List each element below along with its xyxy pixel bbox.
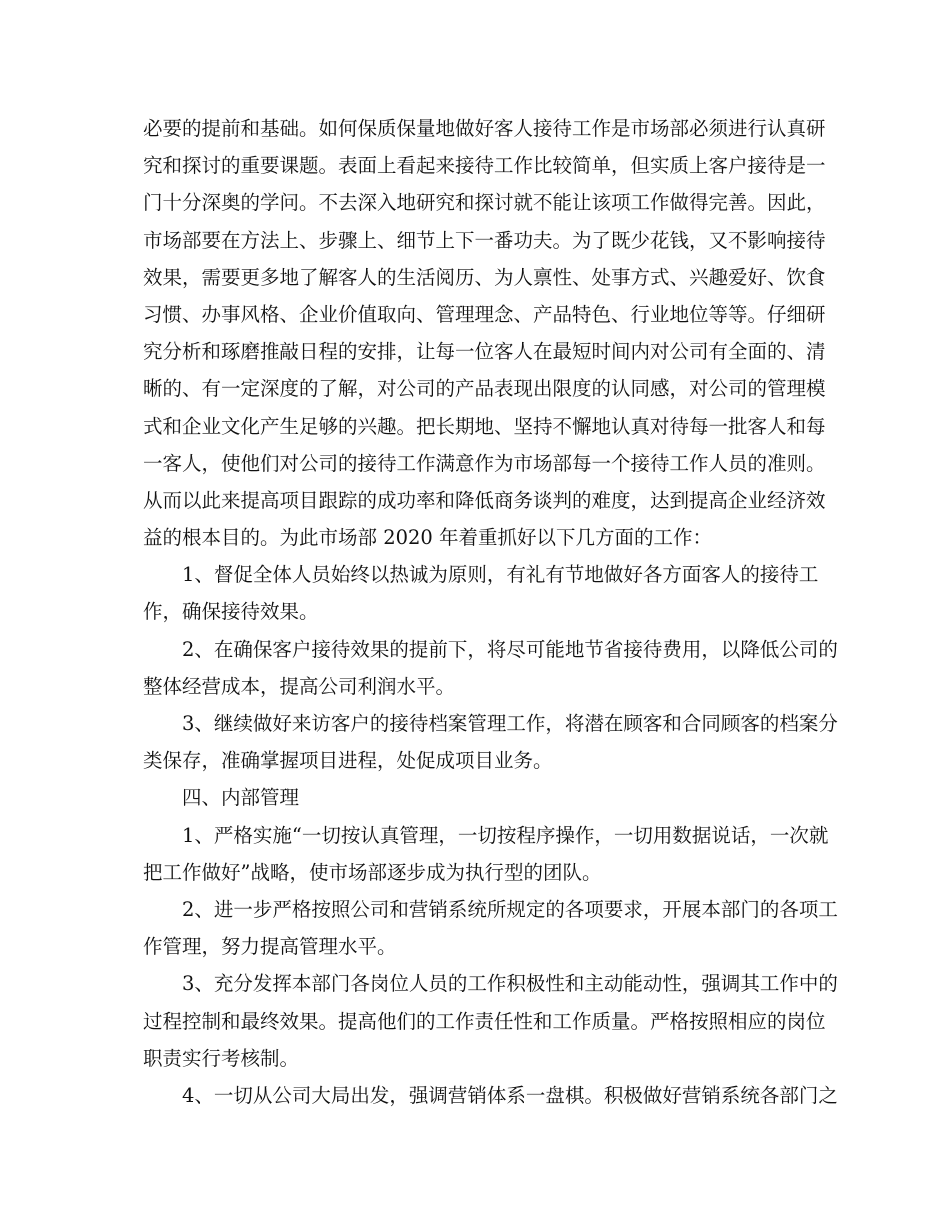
text-line: 究分析和琢磨推敲日程的安排，让每一位客人在最短时间内对公司有全面的、清 <box>143 340 826 364</box>
list-item-line: 2、进一步严格按照公司和营销系统所规定的各项要求，开展本部门的各项工 <box>182 897 838 921</box>
text-line: 式和企业文化产生足够的兴趣。把长期地、坚持不懈地认真对待每一批客人和每 <box>143 414 826 438</box>
text-line: 晰的、有一定深度的了解，对公司的产品表现出限度的认同感，对公司的管理模 <box>143 377 826 401</box>
list-item-line: 4、一切从公司大局出发，强调营销体系一盘棋。积极做好营销系统各部门之 <box>182 1083 838 1107</box>
text-line: 习惯、办事风格、企业价值取向、管理理念、产品特色、行业地位等等。仔细研 <box>143 302 826 326</box>
text-line: 职责实行考核制。 <box>143 1046 300 1070</box>
text-line: 整体经营成本，提高公司利润水平。 <box>143 674 456 698</box>
text-line: 市场部要在方法上、步骤上、细节上下一番功夫。为了既少花钱，又不影响接待 <box>143 228 826 252</box>
text-line: 益的根本目的。为此市场部 2020 年着重抓好以下几方面的工作： <box>143 526 713 550</box>
list-item-line: 2、在确保客户接待效果的提前下，将尽可能地节省接待费用，以降低公司的 <box>182 637 838 661</box>
section-heading: 四、内部管理 <box>182 786 300 810</box>
list-item-line: 1、督促全体人员始终以热诚为原则，有礼有节地做好各方面客人的接待工 <box>182 563 819 587</box>
text-line: 效果，需要更多地了解客人的生活阅历、为人禀性、处事方式、兴趣爱好、饮食 <box>143 265 826 289</box>
text-line: 过程控制和最终效果。提高他们的工作责任性和工作质量。严格按照相应的岗位 <box>143 1009 826 1033</box>
text-line: 门十分深奥的学问。不去深入地研究和探讨就不能让该项工作做得完善。因此， <box>143 191 826 215</box>
text-line: 一客人，使他们对公司的接待工作满意作为市场部每一个接待工作人员的准则。 <box>143 451 826 475</box>
list-item-line: 3、充分发挥本部门各岗位人员的工作积极性和主动能动性，强调其工作中的 <box>182 972 838 996</box>
text-line: 从而以此来提高项目跟踪的成功率和降低商务谈判的难度，达到提高企业经济效 <box>143 488 826 512</box>
text-line: 必要的提前和基础。如何保质保量地做好客人接待工作是市场部必须进行认真研 <box>143 117 826 140</box>
text-line: 作，确保接待效果。 <box>143 600 319 624</box>
text-line: 究和探讨的重要课题。表面上看起来接待工作比较简单，但实质上客户接待是一 <box>143 154 826 178</box>
text-line: 类保存，准确掌握项目进程，处促成项目业务。 <box>143 749 553 773</box>
list-item-line: 3、继续做好来访客户的接待档案管理工作，将潜在顾客和合同顾客的档案分 <box>182 712 838 735</box>
document-body <box>143 110 838 1114</box>
text-line: 把工作做好”战略，使市场部逐步成为执行型的团队。 <box>143 860 602 884</box>
text-line: 作管理，努力提高管理水平。 <box>143 935 397 959</box>
list-item-line: 1、严格实施“一切按认真管理，一切按程序操作，一切用数据说话，一次就 <box>182 823 829 847</box>
